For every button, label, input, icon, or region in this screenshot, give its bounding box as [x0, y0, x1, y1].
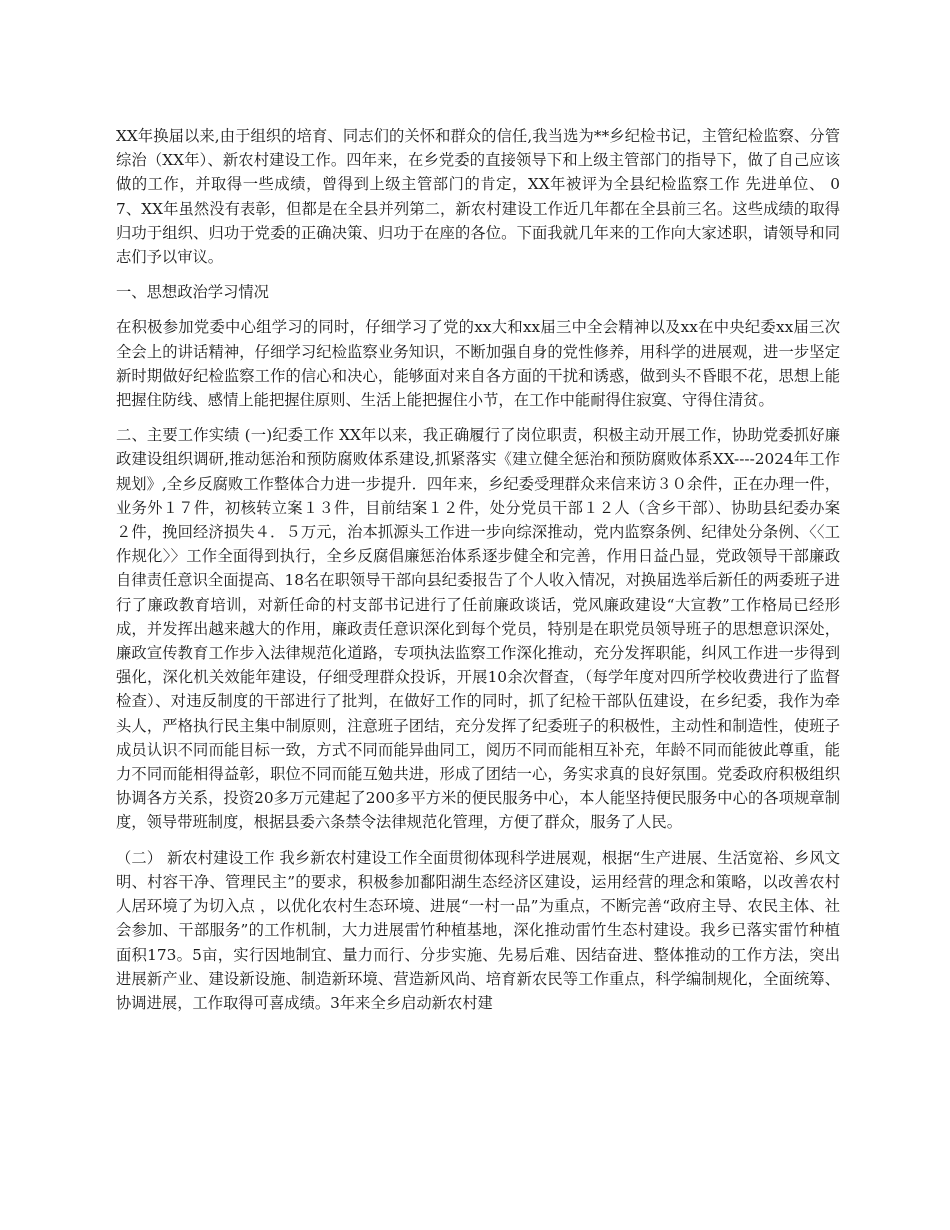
study-paragraph: 在积极参加党委中心组学习的同时，仔细学习了党的xx大和xx届三中全会精神以及xx在中央纪委xx届三次全会上的讲话精神，仔细学习纪检监察业务知识，不断加强自身的党性修养，用科学的进展观，进一步坚定新时期做好纪检监察工作的信心和决心，能够面对来自各方面的干扰和诱惑，做到头不昏眼不花，思想上能把握住防线、感情上能把握住原则、生活上能把握住小节，在工作中能耐得住寂寞、守得住清贫。	[116, 318, 840, 410]
new-rural-paragraph: （二） 新农村建设工作 我乡新农村建设工作全面贯彻体现科学进展观，根据“生产进展、生活宽裕、乡风文明、村容干净、管理民主”的要求，积极参加鄱阳湖生态经济区建设，运用经营的理念和策略，以改善农村人居环境了为切入点 ，以优化农村生态环境、进展“一村一品”为重点，不断完善“政府主导、农民主体、社会参加、干部服务”的工作机制，大力进展雷竹种植基地，深化推动雷竹生态村建设。我乡已落实雷竹种植面积173。5亩，实行因地制宜、量力而行、分步实施、先易后难、因结奋进、整体推动的工作方法，突出进展新产业、建设新设施、制造新环境、营造新风尚、培育新农民等工作重点，科学编制规化，全面统筹、协调进展，工作取得可喜成绩。3年来全乡启动新农村建	[116, 848, 840, 1012]
intro-paragraph: XX年换届以来,由于组织的培育、同志们的关怀和群众的信任,我当选为**乡纪检书记，主管纪检监察、分管综治（XX年）、新农村建设工作。四年来，在乡党委的直接领导下和上级主管部门的指导下，做了自己应该做的工作，并取得一些成绩，曾得到上级主管部门的肯定，XX年被评为全县纪检监察工作 先进单位、 07、XX年虽然没有表彰，但都是在全县并列第二，新农村建设工作近几年都在全县前三名。这些成绩的取得归功于组织、归功于党委的正确决策、归功于在座的各位。下面我就几年来的工作向大家述职，请领导和同志们予以审议。	[116, 127, 840, 267]
work-results-paragraph: 二、主要工作实绩 (一)纪委工作 XX年以来，我正确履行了岗位职责，积极主动开展工作，协助党委抓好廉政建设组织调研,推动惩治和预防腐败体系建设,抓紧落实《建立健全惩治和预防腐败体系XX----2024年工作规划》,全乡反腐败工作整体合力进一步提升．四年来，乡纪委受理群众来信来访３０余件，正在办理一件，业务外１７件，初核转立案１３件，目前结案１２件，处分党员干部１２人（含乡干部）、协助县纪委办案２件，挽回经济损失４．５万元，治本抓源头工作进一步向综深推动，党内监察条例、纪律处分条例、〈〈工作规化〉〉工作全面得到执行，全乡反腐倡廉惩治体系逐步健全和完善，作用日益凸显，党政领导干部廉政自律责任意识全面提高、18名在职领导干部向县纪委报告了个人收入情况，对换届选举后新任的两委班子进行了廉政教育培训，对新任命的村支部书记进行了任前廉政谈话，党风廉政建设“大宣教”工作格局已经形成，并发挥出越来越大的作用，廉政责任意识深化到每个党员，特别是在职党员领导班子的思想意识深处，廉政宣传教育工作步入法律规范化道路，专项执法监察工作深化推动，充分发挥职能，纠风工作进一步得到强化，深化机关效能年建设，仔细受理群众投诉，开展10余次督查，（每学年度对四所学校收费进行了监督检查）、对违反制度的干部进行了批判，在做好工作的同时，抓了纪检干部队伍建设，在乡纪委，我作为牵头人，严格执行民主集中制原则，注意班子团结，充分发挥了纪委班子的积极性，主动性和制造性，使班子成员认识不同而能目标一致，方式不同而能异曲同工，阅历不同而能相互补充，年龄不同而能彼此尊重，能力不同而能相得益彰，职位不同而能互勉共进，形成了团结一心，务实求真的良好氛围。党委政府积极组织协调各方关系，投资20多万元建起了200多平方米的便民服务中心，本人能坚持便民服务中心的各项规章制度，领导带班制度，根据县委六条禁令法律规范化管理，方便了群众，服务了人民。	[116, 426, 840, 832]
section-heading-study: 一、思想政治学习情况	[116, 283, 269, 302]
document-body	[116, 124, 840, 1026]
